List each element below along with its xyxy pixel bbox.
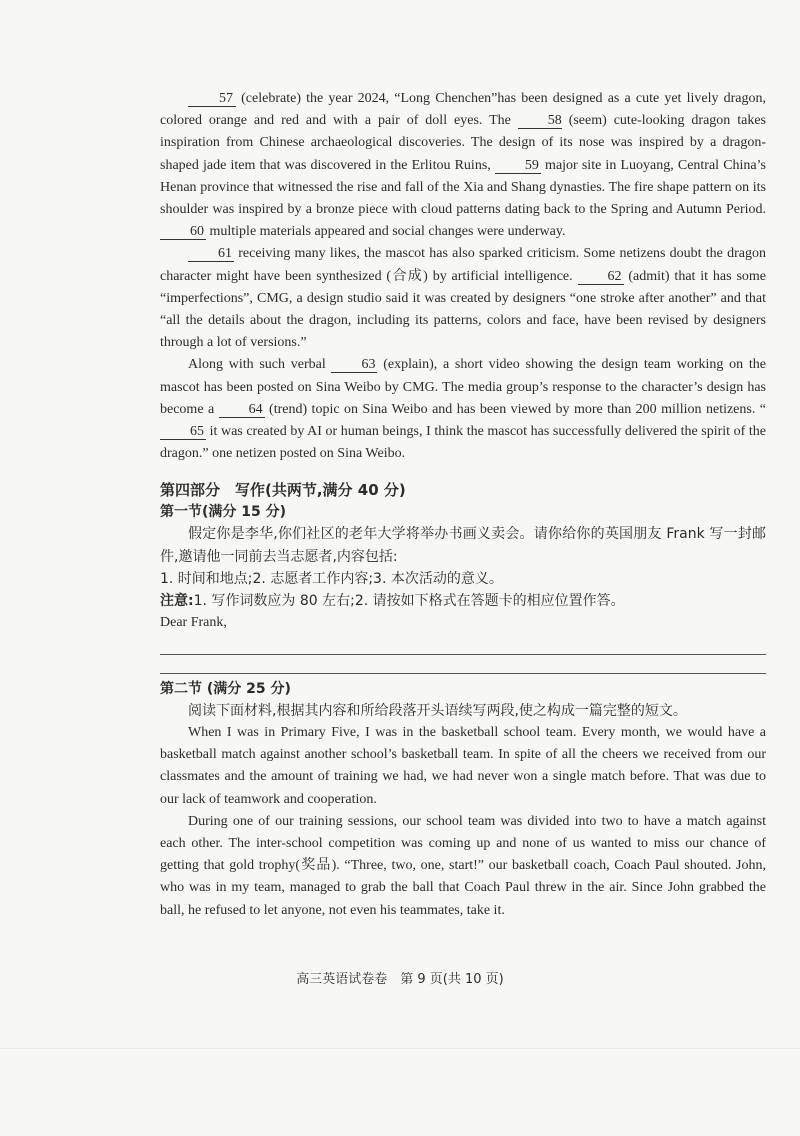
blank-62[interactable]: 62	[578, 270, 624, 285]
note-label: 注意:	[160, 592, 194, 609]
blank-65[interactable]: 65	[160, 425, 206, 440]
blank-64[interactable]: 64	[219, 403, 265, 418]
blank-57[interactable]: 57	[188, 92, 236, 107]
story-paragraph-1: When I was in Primary Five, I was in the basketball school team. Every month, we would have a basketball match against another school’s basketball team. In spite of all the cheers we received from our classmates and the amount of training we had, we had never won a single match before. That was due to our lack of teamwork and cooperation.	[160, 725, 766, 807]
part4-title: 第四部分 写作(共两节,满分 40 分)	[160, 481, 406, 500]
passage-paragraph-1: 57 (celebrate) the year 2024, “Long Chenchen”has been designed as a cute yet lively dragon, colored orange and red and with a pair of doll eyes. The 58 (seem) cute-looking dragon takes inspiration from Chinese archaeological discoveries. The design of its nose was inspired by a dragon-shaped jade item that was discovered in the Erlitou Ruins, 59 major site in Luoyang, Central China’s Henan province that witnessed the rise and fall of the Xia and Shang dynasties. The fire shape pattern on its shoulder was inspired by a bronze piece with cloud patterns dating back to the Spring and Autumn Period. 60 multiple materials appeared and social changes were underway.	[160, 91, 766, 240]
section1-points: 1. 时间和地点;2. 志愿者工作内容;3. 本次活动的意义。	[160, 570, 503, 587]
passage-paragraph-3: Along with such verbal 63 (explain), a short video showing the design team working on the mascot has been posted on Sina Weibo by CMG. The media group’s response to the character’s design has become a 64 (trend) topic on Sina Weibo and has been viewed by more than 200 million netizens. “ 65 it was created by AI or human beings, I think the mascot has successfully delivered the spirit of the dragon.” one netizen posted on Sina Weibo.	[160, 357, 766, 462]
note-text: 1. 写作词数应为 80 左右;2. 请按如下格式在答题卡的相应位置作答。	[193, 592, 625, 609]
page-footer: 高三英语试卷卷 第 9 页(共 10 页)	[296, 972, 504, 987]
section1-note	[160, 590, 766, 612]
section1-prompt: 假定你是李华,你们社区的老年大学将举办书画义卖会。请你给你的英国朋友 Frank 写一封邮件,邀请他一同前去当志愿者,内容包括:	[160, 526, 766, 565]
story-paragraph-2: During one of our training sessions, our school team was divided into two to have a match against each other. The inter-school competition was coming up and none of us wanted to miss our chance of getting that gold trophy(奖品). “Three, two, one, start!” our basketball coach, Coach Paul shouted. John, who was in my team, managed to grab the ball that Coach Paul threw in the air. Since John grabbed the ball, he refused to let anyone, not even his teammates, take it.	[160, 813, 766, 918]
section2-title: 第二节 (满分 25 分)	[160, 680, 291, 697]
section2-prompt: 阅读下面材料,根据其内容和所给段落开头语续写两段,使之构成一篇完整的短文。	[188, 702, 687, 719]
bottom-divider	[0, 1048, 800, 1049]
section1-title: 第一节(满分 15 分)	[160, 504, 287, 521]
blank-59[interactable]: 59	[495, 159, 541, 174]
blank-60[interactable]: 60	[160, 225, 206, 240]
salutation: Dear Frank,	[160, 614, 227, 630]
page-content	[160, 88, 766, 922]
passage-paragraph-2: 61 receiving many likes, the mascot has also sparked criticism. Some netizens doubt the dragon character might have been synthesized (合成) by artificial intelligence. 62 (admit) that it has some “imperfections”, CMG, a design studio said it was created by designers “one stroke after another” and that “all the details about the dragon, including its patterns, colors and face, have been revised by designers through a lot of versions.”	[160, 246, 766, 351]
blank-61[interactable]: 61	[188, 247, 234, 262]
blank-58[interactable]: 58	[518, 114, 562, 129]
blank-63[interactable]: 63	[331, 358, 377, 373]
